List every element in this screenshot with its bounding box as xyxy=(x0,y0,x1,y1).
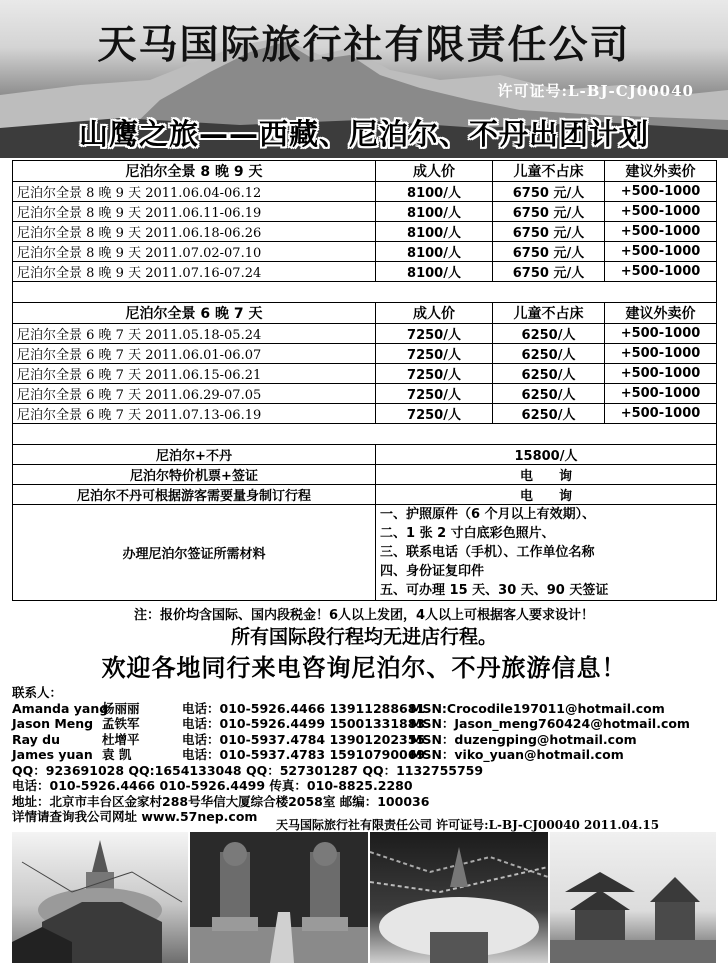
child-price-cell: 6250/人 xyxy=(493,344,605,364)
contact-en-name: Amanda yang xyxy=(12,700,109,716)
tour-name-cell: 尼泊尔全景 6 晚 7 天 2011.06.29-07.05 xyxy=(13,384,376,404)
contact-block xyxy=(12,685,722,825)
tour-name-cell: 尼泊尔全景 8 晚 9 天 2011.07.02-07.10 xyxy=(13,242,376,262)
child-price-cell: 6750 元/人 xyxy=(493,222,605,242)
adult-price-cell: 8100/人 xyxy=(376,262,493,282)
adult-price-cell: 8100/人 xyxy=(376,202,493,222)
table-row xyxy=(13,344,717,364)
visa-label: 办理尼泊尔签证所需材料 xyxy=(13,505,376,601)
prayer-flags-photo xyxy=(370,832,548,963)
spacer-row xyxy=(13,282,717,303)
table-row xyxy=(13,324,717,344)
contact-row xyxy=(12,732,722,748)
adult-price-cell: 7250/人 xyxy=(376,384,493,404)
extra-row xyxy=(13,485,717,505)
child-price-cell: 6250/人 xyxy=(493,324,605,344)
adult-price-cell: 8100/人 xyxy=(376,242,493,262)
temple-square-photo xyxy=(550,832,716,963)
phone-fax-line: 电话：010-5926.4466 010-5926.4499 传真：010-8825.2280 xyxy=(12,778,413,793)
tour-name-cell: 尼泊尔全景 6 晚 7 天 2011.05.18-05.24 xyxy=(13,324,376,344)
tour-name-cell: 尼泊尔全景 8 晚 9 天 2011.06.04-06.12 xyxy=(13,182,376,202)
retail-price-cell: +500-1000 xyxy=(605,364,717,384)
extra-label: 尼泊尔不丹可根据游客需要量身制订行程 xyxy=(13,485,376,505)
contact-phone: 电话：010-5937.4783 15910790069 xyxy=(182,747,426,762)
table-row xyxy=(13,384,717,404)
tour-name-cell: 尼泊尔全景 6 晚 7 天 2011.06.01-06.07 xyxy=(13,344,376,364)
table-row xyxy=(13,222,717,242)
extra-value: 电 询 xyxy=(376,465,717,485)
contact-en-name: Ray du xyxy=(12,731,61,747)
contacts-title: 联系人： xyxy=(12,685,63,700)
child-price-cell: 6750 元/人 xyxy=(493,262,605,282)
contact-row xyxy=(12,716,722,732)
contact-cn-name: 孟铁军 xyxy=(102,716,140,731)
tour-name-cell: 尼泊尔全景 8 晚 9 天 2011.06.18-06.26 xyxy=(13,222,376,242)
company-title: 天马国际旅行社有限责任公司 xyxy=(97,22,631,68)
tour-name-cell: 尼泊尔全景 8 晚 9 天 2011.07.16-07.24 xyxy=(13,262,376,282)
price-table xyxy=(12,160,717,601)
spacer-row xyxy=(13,424,717,445)
child-price-cell: 6250/人 xyxy=(493,404,605,424)
adult-price-cell: 7250/人 xyxy=(376,364,493,384)
contact-phone: 电话：010-5926.4499 15001331883 xyxy=(182,716,426,731)
contact-cn-name: 袁 凯 xyxy=(102,747,132,762)
header-cell: 成人价 xyxy=(376,303,493,324)
retail-price-cell: +500-1000 xyxy=(605,182,717,202)
retail-price-cell: +500-1000 xyxy=(605,384,717,404)
statues-photo xyxy=(190,832,368,963)
adult-price-cell: 7250/人 xyxy=(376,404,493,424)
welcome-banner: 欢迎各地同行来电咨询尼泊尔、不丹旅游信息！ xyxy=(101,654,627,682)
visa-item: 一、护照原件（6 个月以上有效期）、 xyxy=(380,507,596,522)
retail-price-cell: +500-1000 xyxy=(605,324,717,344)
contact-phone: 电话：010-5926.4466 13911288681 xyxy=(182,700,426,716)
contact-msn: MSN：Jason_meng760424@hotmail.com xyxy=(410,716,690,731)
retail-price-cell: +500-1000 xyxy=(605,202,717,222)
header-cell: 尼泊尔全景 6 晚 7 天 xyxy=(13,303,376,324)
extra-row xyxy=(13,465,717,485)
contact-row xyxy=(12,701,722,717)
tour-name-cell: 尼泊尔全景 6 晚 7 天 2011.07.13-06.19 xyxy=(13,404,376,424)
adult-price-cell: 7250/人 xyxy=(376,324,493,344)
address-line: 地址：北京市丰台区金家村288号华信大厦综合楼2058室 邮编：100036 xyxy=(12,793,430,809)
header-banner xyxy=(0,0,728,158)
tour-name-cell: 尼泊尔全景 6 晚 7 天 2011.06.15-06.21 xyxy=(13,364,376,384)
table-row xyxy=(13,182,717,202)
tour-name-cell: 尼泊尔全景 8 晚 9 天 2011.06.11-06.19 xyxy=(13,202,376,222)
retail-price-cell: +500-1000 xyxy=(605,262,717,282)
header-cell: 建议外卖价 xyxy=(605,303,717,324)
license-number: 许可证号:L-BJ-CJ00040 xyxy=(497,82,694,100)
header-cell: 建议外卖价 xyxy=(605,161,717,182)
contact-row xyxy=(12,747,722,763)
header-cell: 儿童不占床 xyxy=(493,303,605,324)
qq-line: QQ：923691028 QQ:1654133048 QQ：527301287 QQ：1132755759 xyxy=(12,762,484,778)
photo-strip xyxy=(12,832,716,963)
table-row xyxy=(13,364,717,384)
contact-cn-name: 杜增平 xyxy=(102,731,140,747)
no-shopping-note: 所有国际段行程均无进店行程。 xyxy=(230,626,497,648)
contact-msn: MSN：duzengping@hotmail.com xyxy=(410,731,637,747)
footer-signature: 天马国际旅行社有限责任公司 许可证号:L-BJ-CJ00040 2011.04.15 xyxy=(276,818,660,832)
adult-price-cell: 7250/人 xyxy=(376,344,493,364)
visa-row xyxy=(13,505,717,601)
table-row xyxy=(13,202,717,222)
adult-price-cell: 8100/人 xyxy=(376,182,493,202)
contact-en-name: James yuan xyxy=(12,747,93,762)
section2-header-row xyxy=(13,303,717,324)
retail-price-cell: +500-1000 xyxy=(605,222,717,242)
extra-label: 尼泊尔特价机票+签证 xyxy=(13,465,376,485)
contact-msn: MSN：viko_yuan@hotmail.com xyxy=(410,747,624,762)
child-price-cell: 6250/人 xyxy=(493,384,605,404)
adult-price-cell: 8100/人 xyxy=(376,222,493,242)
table-row xyxy=(13,242,717,262)
child-price-cell: 6250/人 xyxy=(493,364,605,384)
header-cell: 成人价 xyxy=(376,161,493,182)
extra-label: 尼泊尔+不丹 xyxy=(13,445,376,465)
contact-en-name: Jason Meng xyxy=(12,716,94,731)
section1-header-row xyxy=(13,161,717,182)
retail-price-cell: +500-1000 xyxy=(605,404,717,424)
stupa-photo xyxy=(12,832,188,963)
extra-value: 电 询 xyxy=(376,485,717,505)
contact-phone: 电话：010-5937.4784 13901202355 xyxy=(182,731,426,747)
header-cell: 尼泊尔全景 8 晚 9 天 xyxy=(13,161,376,182)
child-price-cell: 6750 元/人 xyxy=(493,202,605,222)
table-row xyxy=(13,262,717,282)
retail-price-cell: +500-1000 xyxy=(605,344,717,364)
tour-subtitle: 山鹰之旅——西藏、尼泊尔、不丹出团计划 xyxy=(78,117,649,151)
visa-materials xyxy=(376,505,717,601)
child-price-cell: 6750 元/人 xyxy=(493,182,605,202)
extra-value: 15800/人 xyxy=(376,445,717,465)
visa-item: 三、联系电话（手机）、工作单位名称 xyxy=(380,545,595,560)
contact-msn: MSN:Crocodile197011@hotmail.com xyxy=(410,700,665,716)
retail-price-cell: +500-1000 xyxy=(605,242,717,262)
header-cell: 儿童不占床 xyxy=(493,161,605,182)
child-price-cell: 6750 元/人 xyxy=(493,242,605,262)
extra-row xyxy=(13,445,717,465)
visa-item: 二、1 张 2 寸白底彩色照片、 xyxy=(380,526,555,541)
website-line: 详情请查询我公司网址 www.57nep.com xyxy=(12,809,258,824)
visa-item: 四、身份证复印件 xyxy=(380,564,485,579)
contact-cn-name: 杨丽丽 xyxy=(102,700,140,716)
table-row xyxy=(13,404,717,424)
visa-item: 五、可办理 15 天、30 天、90 天签证 xyxy=(380,583,609,598)
price-note: 注：报价均含国际、国内段税金！6人以上发团，4人以上可根据客人要求设计！ xyxy=(133,608,595,623)
